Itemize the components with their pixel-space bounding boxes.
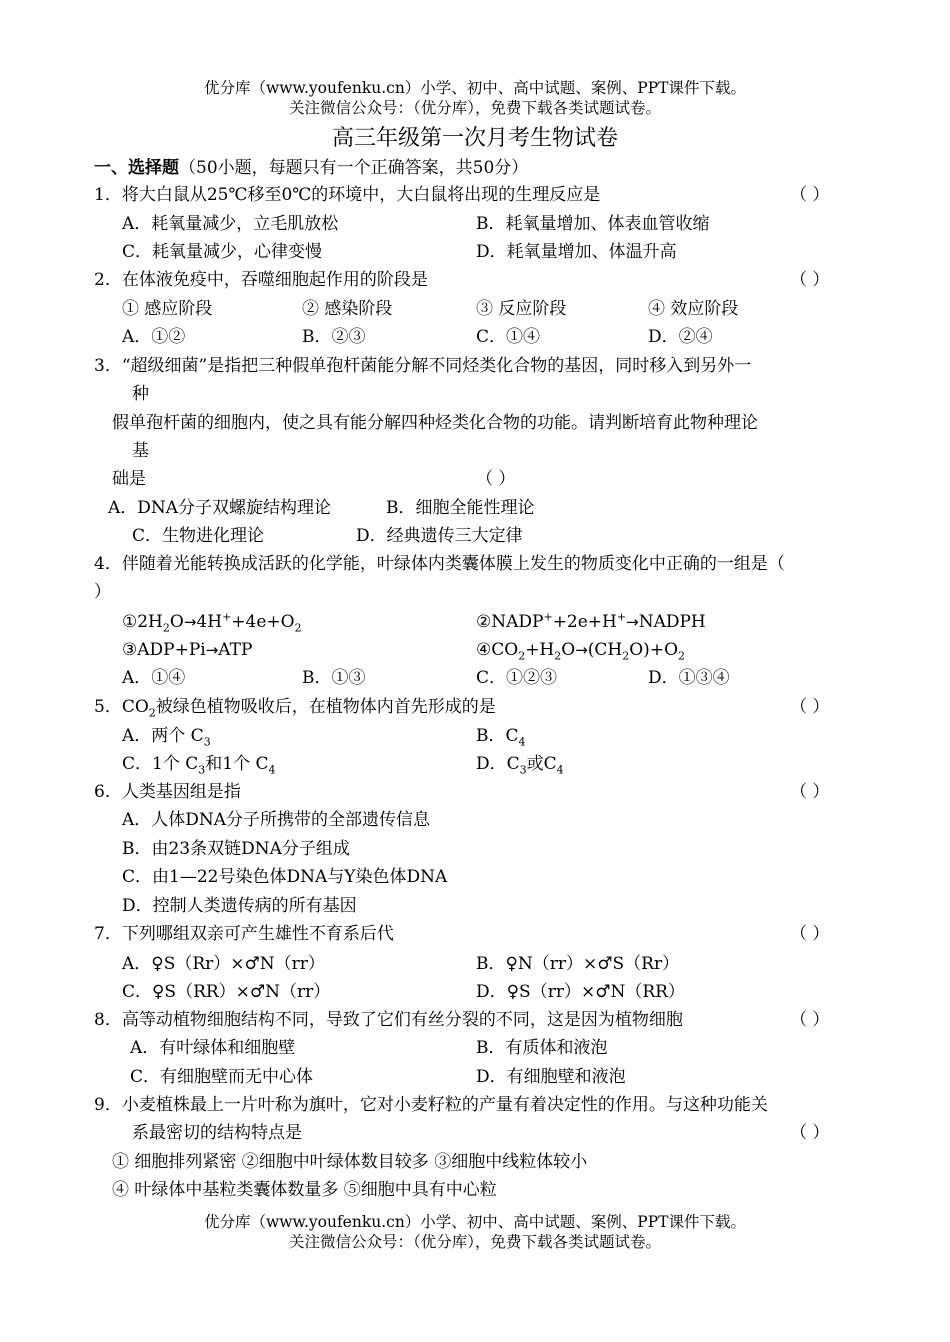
q4-option-d: D．①③④ [648, 668, 730, 688]
q9-stem-line-1: 9．小麦植株最上一片叶称为旗叶，它对小麦籽粒的产量有着决定性的作用。与这种功能关 [94, 1095, 768, 1115]
q6-answer-blank: （ ） [790, 782, 830, 802]
q3-option-c: C．生物进化理论 [132, 526, 265, 546]
q5-option-a: A．两个 $C_3$ [122, 726, 211, 749]
q2-stage-1: ① 感应阶段 [122, 299, 213, 319]
q5-option-d: D．$C_3$或$C_4$ [476, 754, 564, 777]
q5-answer-blank: （ ） [790, 697, 830, 717]
q3-stem-line-2: 种 [132, 384, 149, 404]
q1-stem: 1．将大白鼠从25℃移至0℃的环境中，大白鼠将出现的生理反应是 [94, 185, 601, 205]
q4-reaction-4: $④CO_2+H_2O\to(CH_2O)+O_2$ [476, 640, 686, 663]
q6-option-b: B．由23条双链DNA分子组成 [122, 839, 350, 859]
q7-option-b: B．♀N（rr）×♂S（Rr） [476, 954, 680, 974]
q2-stage-4: ④ 效应阶段 [648, 299, 739, 319]
section-heading-row [94, 156, 528, 180]
q9-statements-2: ④ 叶绿体中基粒类囊体数量多 ⑤细胞中具有中心粒 [112, 1180, 497, 1200]
q9-answer-blank: （ ） [790, 1123, 830, 1143]
footer-line-2: 关注微信公众号：（优分库），免费下载各类试题试卷。 [288, 1233, 661, 1251]
q5-stem-row: 5．$CO_2$被绿色植物吸收后，在植物体内首先形成的是 [94, 697, 496, 720]
header-line-1: 优分库（www.youfenku.cn）小学、初中、高中试题、案例、PPT课件下载。 [203, 79, 747, 97]
q2-stage-2: ② 感染阶段 [302, 299, 393, 319]
footer-line-1: 优分库（www.youfenku.cn）小学、初中、高中试题、案例、PPT课件下载。 [203, 1213, 747, 1231]
section-heading: 一、选择题 [94, 158, 179, 178]
q3-stem-line-5: 础是 [112, 469, 146, 489]
q2-option-c: C．①④ [476, 327, 541, 347]
q8-option-d: D．有细胞壁和液泡 [476, 1067, 626, 1087]
q7-option-a: A．♀S（Rr）×♂N（rr） [122, 954, 325, 974]
q2-answer-blank: （ ） [790, 270, 830, 290]
q9-stem-line-2: 系最密切的结构特点是 [132, 1123, 302, 1143]
q1-option-b: B．耗氧量增加、体表血管收缩 [476, 214, 710, 234]
q3-option-b: B．细胞全能性理论 [386, 498, 535, 518]
q4-reaction-1: $①2H_2O\to 4H^++4e+O_2$ [122, 610, 302, 635]
q3-stem-line-4: 基 [132, 441, 149, 461]
q8-option-c: C．有细胞壁而无中心体 [130, 1067, 314, 1087]
q6-option-a: A．人体DNA分子所携带的全部遗传信息 [122, 810, 431, 830]
q1-option-a: A．耗氧量减少，立毛肌放松 [122, 214, 339, 234]
section-note: （50小题，每题只有一个正确答案，共50分） [179, 158, 529, 178]
q1-answer-blank: （ ） [790, 185, 830, 205]
q3-stem-line-1: 3．“超级细菌”是指把三种假单孢杆菌能分解不同烃类化合物的基因，同时移入到另外一 [94, 356, 752, 376]
q2-stage-3: ③ 反应阶段 [476, 299, 567, 319]
q5-option-b: B．$C_4$ [476, 726, 526, 749]
q8-stem: 8．高等动植物细胞结构不同，导致了它们有丝分裂的不同，这是因为植物细胞 [94, 1010, 683, 1030]
q4-reaction-3: ③ADP+Pi→ATP [122, 640, 253, 660]
q2-stem: 2．在体液免疫中，吞噬细胞起作用的阶段是 [94, 270, 428, 290]
q1-option-c: C．耗氧量减少，心律变慢 [122, 242, 323, 262]
q4-stem: 4．伴随着光能转换成活跃的化学能，叶绿体内类囊体膜上发生的物质变化中正确的一组是（ [94, 554, 785, 574]
page-title: 高三年级第一次月考生物试卷 [331, 126, 618, 151]
q9-statements-1: ① 细胞排列紧密 ②细胞中叶绿体数目较多 ③细胞中线粒体较小 [112, 1152, 588, 1172]
q3-option-a: A．DNA分子双螺旋结构理论 [108, 498, 332, 518]
q7-answer-blank: （ ） [790, 924, 830, 944]
q4-option-c: C．①②③ [476, 668, 558, 688]
q3-stem-line-3: 假单孢杆菌的细胞内，使之具有能分解四种烃类化合物的功能。请判断培育此物种理论 [112, 413, 758, 433]
q8-option-b: B．有质体和液泡 [476, 1038, 608, 1058]
q2-option-b: B．②③ [302, 327, 366, 347]
q2-option-a: A．①② [122, 327, 186, 347]
q8-option-a: A．有叶绿体和细胞壁 [130, 1038, 296, 1058]
q8-answer-blank: （ ） [790, 1010, 830, 1030]
q4-reaction-2: ②NADP++2e+H+→NADPH [476, 610, 706, 632]
q7-option-d: D．♀S（rr）×♂N（RR） [476, 982, 685, 1002]
q4-option-a: A．①④ [122, 668, 186, 688]
q2-option-d: D．②④ [648, 327, 713, 347]
q4-option-b: B．①③ [302, 668, 366, 688]
q1-option-d: D．耗氧量增加、体温升高 [476, 242, 677, 262]
q3-option-d: D．经典遗传三大定律 [356, 526, 523, 546]
q3-answer-blank: （ ） [476, 469, 516, 489]
q6-stem: 6．人类基因组是指 [94, 782, 241, 802]
header-line-2: 关注微信公众号：（优分库），免费下载各类试题试卷。 [288, 99, 661, 117]
q4-stem-close: ） [94, 582, 111, 602]
q5-option-c: C．1个 $C_3$和1个 $C_4$ [122, 754, 276, 777]
q7-option-c: C．♀S（RR）×♂N（rr） [122, 982, 331, 1002]
q7-stem: 7．下列哪组双亲可产生雄性不育系后代 [94, 924, 394, 944]
q5-stem: 被绿色植物吸收后，在植物体内首先形成的是 [155, 697, 496, 717]
q6-option-d: D．控制人类遗传病的所有基因 [122, 896, 357, 916]
q6-option-c: C．由1—22号染色体DNA与Y染色体DNA [122, 867, 448, 887]
